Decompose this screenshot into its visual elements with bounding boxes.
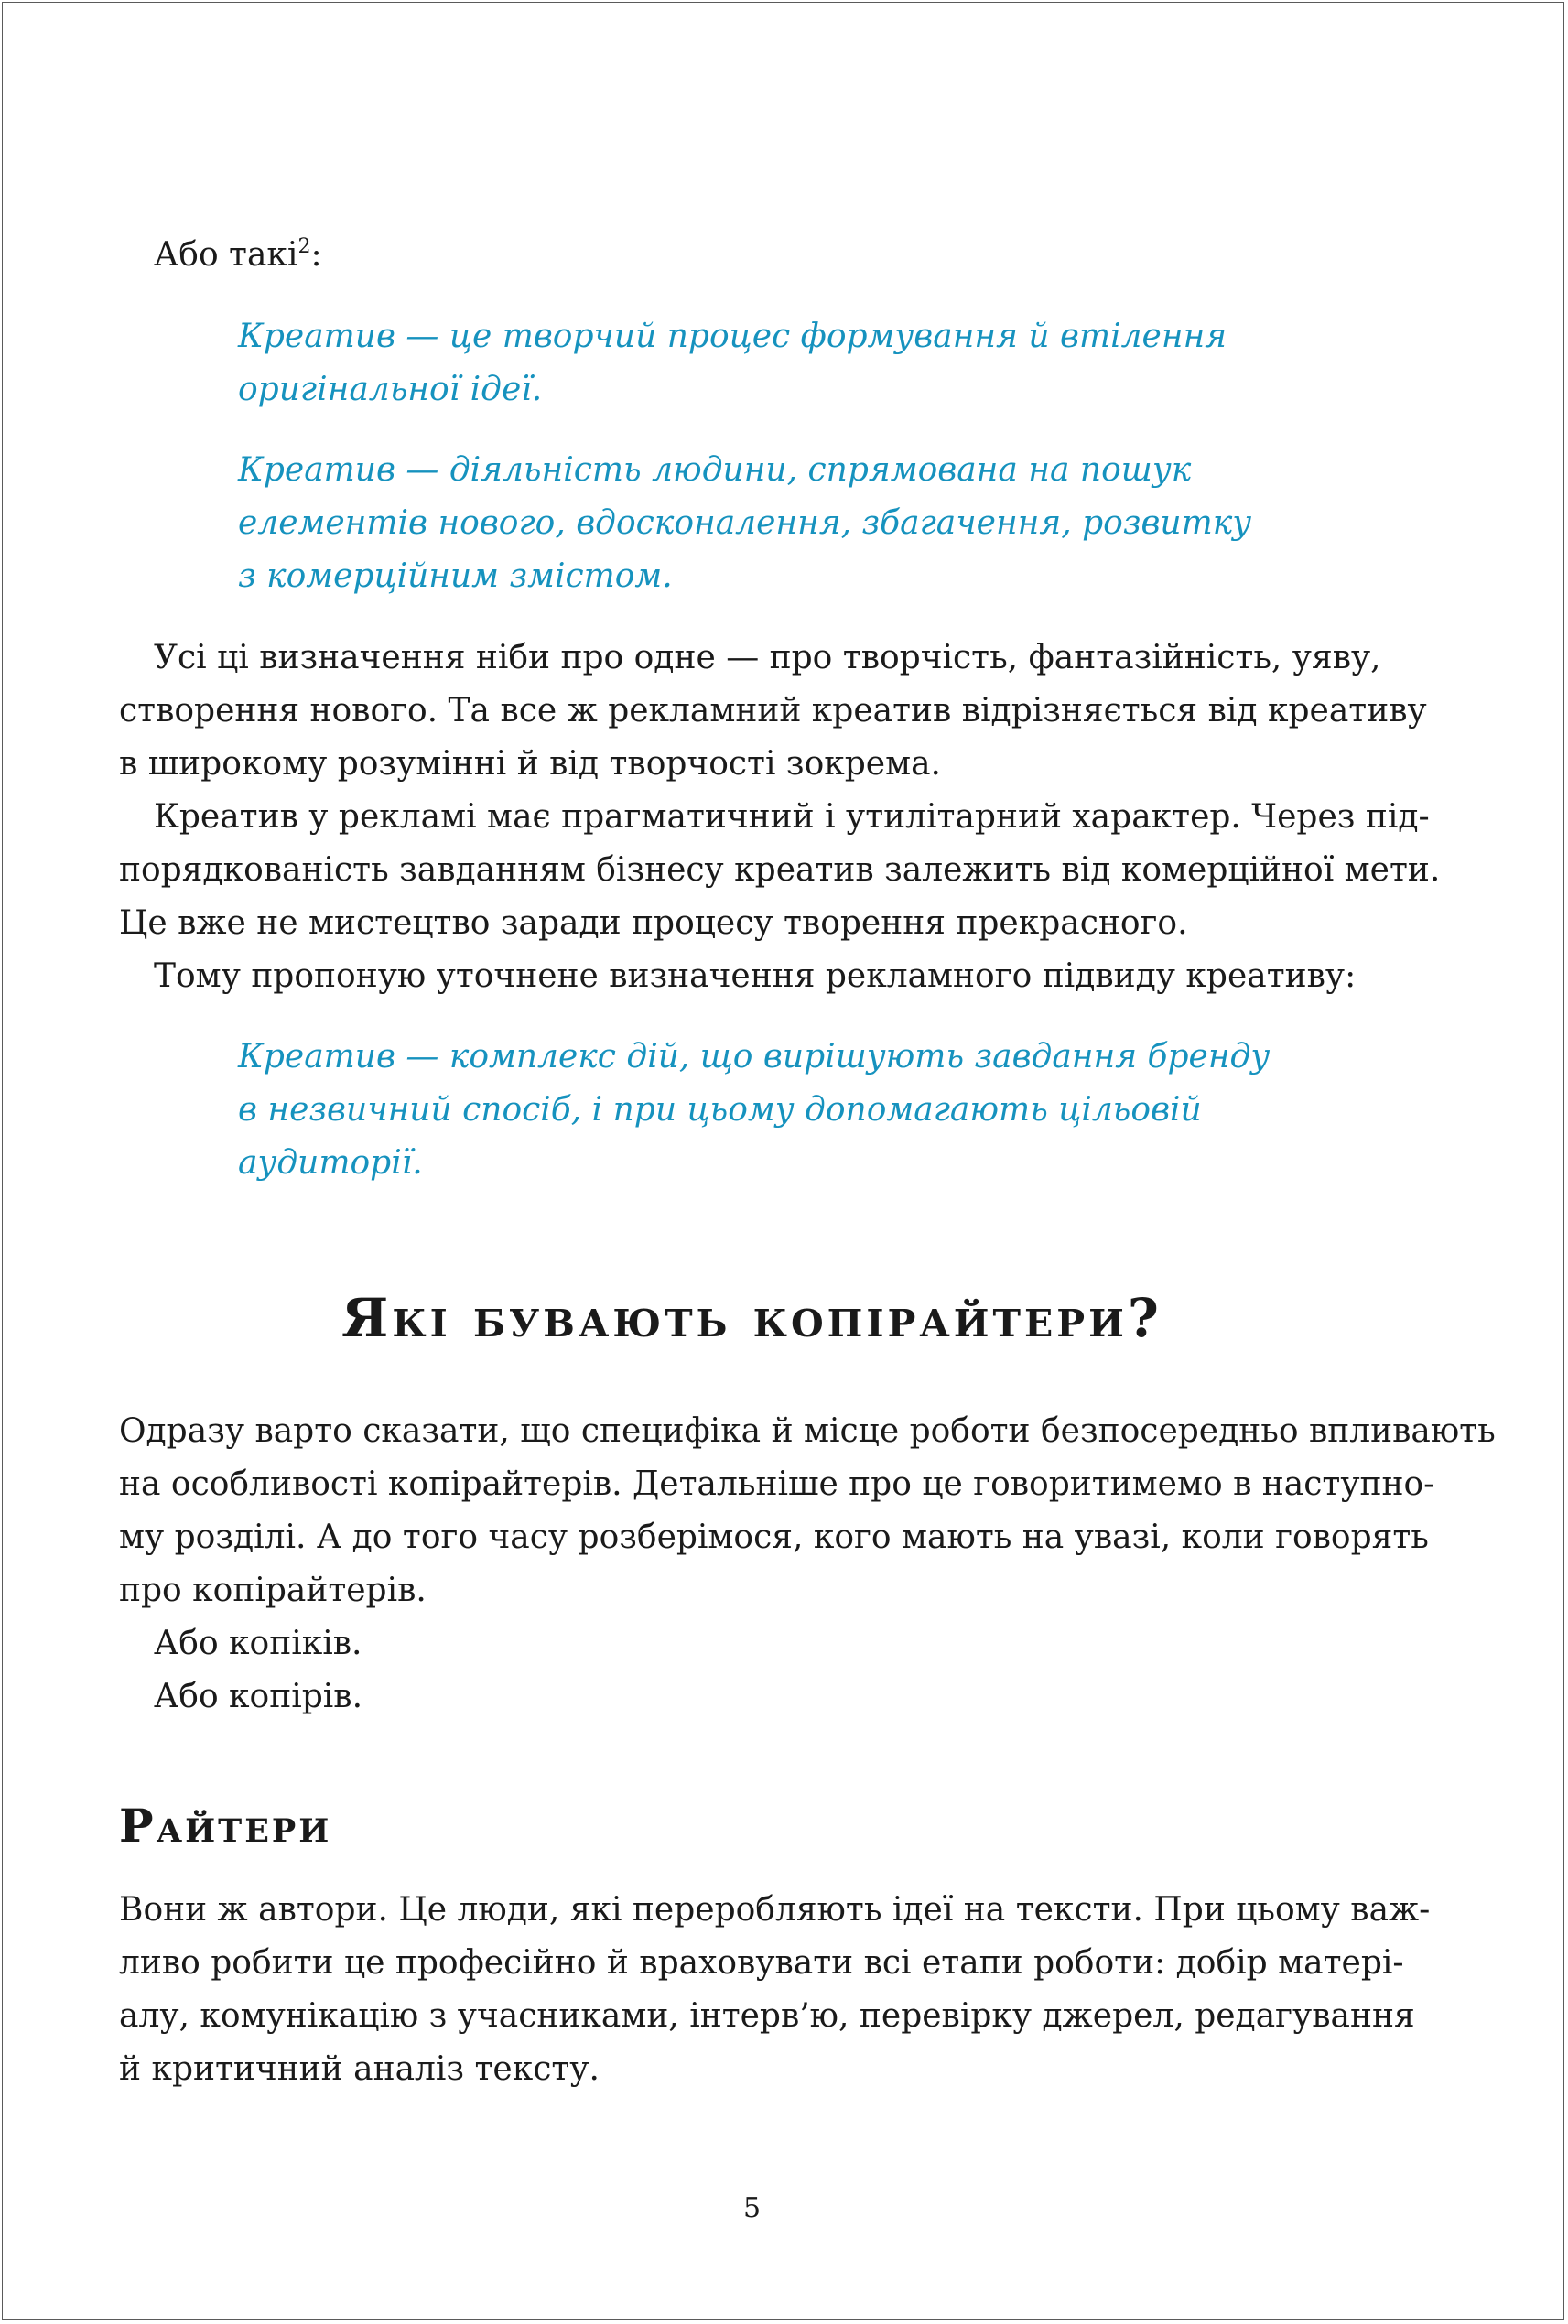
short-line-2: Або копірів.	[154, 1678, 363, 1715]
paragraph-1-line-1: Усі ці визначення ніби про одне — про творчість, фантазійність, уяву,	[154, 639, 1381, 676]
intro-line: Або такі$^2$:	[154, 235, 322, 274]
paragraph-4-line-1: Одразу варто сказати, що специфіка й місце роботи безпосередньо впливають	[119, 1412, 1496, 1450]
page-number: 5	[742, 2192, 762, 2224]
paragraph-3-line-1: Тому пропоную уточнене визначення рекламного підвиду креативу:	[154, 957, 1357, 995]
section-heading: Які бувають копірайтери?	[341, 1287, 1162, 1349]
paragraph-4-line-4: про копірайтерів.	[119, 1572, 427, 1609]
paragraph-5-line-2: ливо робити це професійно й враховувати всі етапи роботи: добір матері-	[119, 1944, 1404, 1982]
quote-2-line-1: Креатив — діяльність людини, спрямована на пошук	[238, 451, 1192, 489]
paragraph-5-line-3: алу, комунікацію з учасниками, інтерв’ю, перевірку джерел, редагування	[119, 1997, 1415, 2035]
quote-3-line-3: аудиторії.	[238, 1144, 423, 1182]
quote-1-line-1: Креатив — це творчий процес формування й втілення	[238, 318, 1227, 355]
paragraph-5-line-4: й критичний аналіз тексту.	[119, 2050, 600, 2088]
quote-3-line-2: в незвичний спосіб, і при цьому допомагають цільовій	[238, 1091, 1202, 1129]
quote-3-line-1: Креатив — комплекс дій, що вирішують завдання бренду	[238, 1038, 1271, 1076]
paragraph-2-line-2: порядкованість завданням бізнесу креатив залежить від комерційної мети.	[119, 851, 1441, 889]
paragraph-4-line-2: на особливості копірайтерів. Детальніше про це говоритимемо в наступно-	[119, 1465, 1435, 1503]
quote-2-line-3: з комерційним змістом.	[238, 557, 673, 595]
quote-2-line-2: елементів нового, вдосконалення, збагачення, розвитку	[238, 504, 1252, 542]
subheading: Райтери	[119, 1799, 332, 1853]
paragraph-5-line-1: Вони ж автори. Це люди, які переробляють ідеї на тексти. При цьому важ-	[119, 1891, 1431, 1929]
paragraph-1-line-3: в широкому розумінні й від творчості зокрема.	[119, 745, 941, 783]
short-line-1: Або копіків.	[154, 1625, 362, 1662]
quote-1-line-2: оригінальної ідеї.	[238, 371, 543, 408]
paragraph-1-line-2: створення нового. Та все ж рекламний креатив відрізняється від креативу	[119, 692, 1427, 730]
paragraph-2-line-3: Це вже не мистецтво заради процесу творення прекрасного.	[119, 904, 1188, 942]
paragraph-2-line-1: Креатив у рекламі має прагматичний і утилітарний характер. Через під-	[154, 798, 1430, 836]
paragraph-4-line-3: му розділі. А до того часу розберімося, кого мають на увазі, коли говорять	[119, 1519, 1429, 1556]
footnote-reference: 2	[297, 235, 311, 258]
